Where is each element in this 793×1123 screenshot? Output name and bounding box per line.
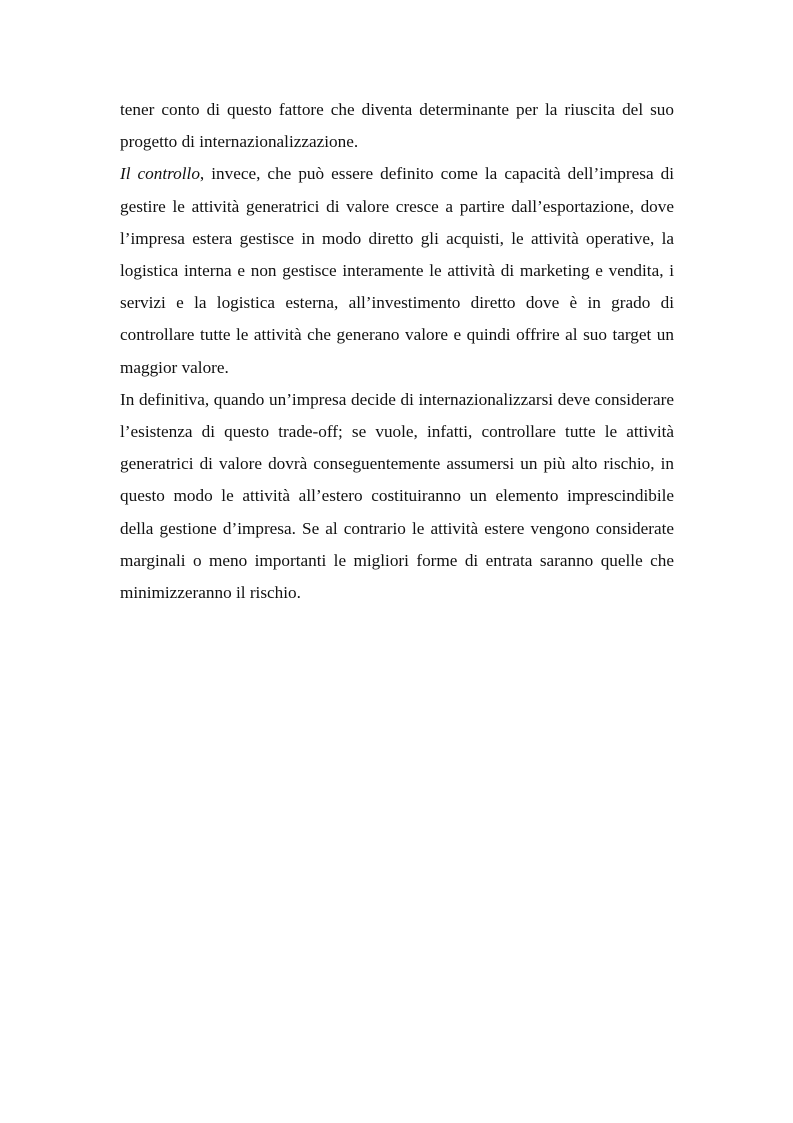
paragraph-conclusion <box>120 384 674 609</box>
emphasis-term: Il controllo <box>120 164 200 184</box>
paragraph-text: tener conto di questo fattore che diventa determinante per la riuscita del suo progetto di internazionalizzazione. <box>120 100 674 152</box>
paragraph-text: , invece, che può essere definito come la capacità dell’impresa di gestire le attività generatrici di valore cresce a partire dall’esportazione, dove l’impresa estera gestisce in modo diretto gli acquisti, le attività operative, la logistica interna e non gestisce interamente le attività di marketing e vendita, i servizi e la logistica esterna, all’investimento diretto dove è in grado di controllare tutte le attività che generano valore e quindi offrire al suo target un maggior valore. <box>120 164 674 377</box>
paragraph-continuation <box>120 94 674 158</box>
body-text <box>120 94 674 609</box>
paragraph-control <box>120 158 674 383</box>
paragraph-text: In definitiva, quando un’impresa decide di internazionalizzarsi deve considerare l’esistenza di questo trade-off; se vuole, infatti, controllare tutte le attività generatrici di valore dovrà conseguentemente assumersi un più alto rischio, in questo modo le attività all’estero costituiranno un elemento imprescindibile della gestione d’impresa. Se al contrario le attività estere vengono considerate marginali o meno importanti le migliori forme di entrata saranno quelle che minimizzeranno il rischio. <box>120 389 674 603</box>
